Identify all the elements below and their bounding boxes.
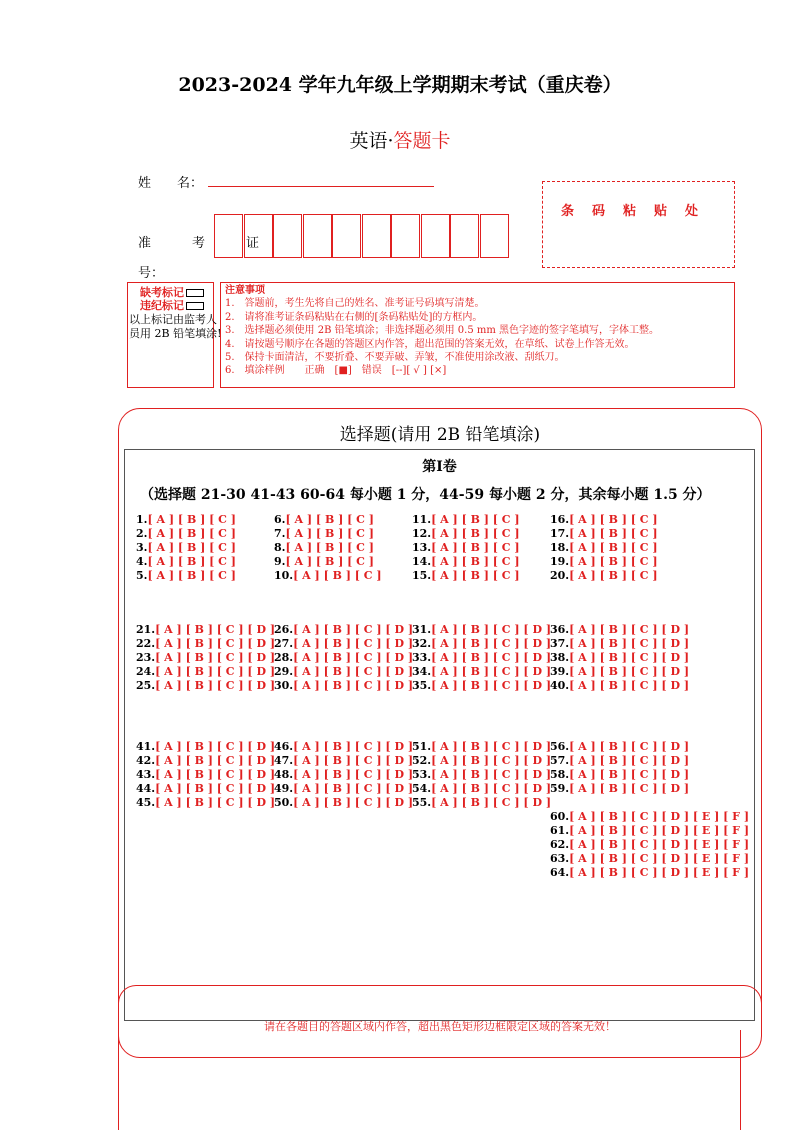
question-row[interactable] [274, 679, 413, 693]
question-row[interactable] [274, 754, 413, 768]
id-digit-box[interactable] [332, 214, 361, 258]
answer-options[interactable]: [ A ] [ B ] [ C ] [ D ] [155, 637, 276, 650]
question-number: 49. [274, 782, 294, 795]
question-number: 32. [412, 637, 432, 650]
id-digit-box[interactable] [214, 214, 243, 258]
question-row[interactable] [136, 679, 275, 693]
question-number: 61. [550, 824, 570, 837]
answer-options[interactable]: [ A ] [ B ] [ C ] [147, 527, 236, 540]
answer-options[interactable]: [ A ] [ B ] [ C ] [285, 555, 374, 568]
question-number: 3. [136, 541, 148, 554]
question-row[interactable] [550, 768, 689, 782]
notice-item: 6. 填涂样例 正确 [■] 错误 [--][ √ ] [×] [225, 365, 447, 377]
card-subtitle [0, 126, 800, 153]
question-number: 43. [136, 768, 156, 781]
answer-options[interactable]: [ A ] [ B ] [ C ] [ D ] [ E ] [ F ] [569, 852, 750, 865]
volume-label: 第Ⅰ卷 [422, 459, 457, 475]
question-number: 10. [274, 569, 294, 582]
question-group [412, 513, 520, 583]
question-row[interactable] [274, 665, 413, 679]
notice-item: 2. 请将准考证条码粘贴在右侧的[条码粘贴处]的方框内。 [225, 311, 483, 323]
answer-options[interactable]: [ A ] [ B ] [ C ] [431, 513, 520, 526]
answer-options[interactable]: [ A ] [ B ] [ C ] [ D ] [155, 623, 276, 636]
answer-options[interactable]: [ A ] [ B ] [ C ] [ D ] [431, 768, 552, 781]
footer-warning: 请在各题目的答题区域内作答，超出黑色矩形边框限定区域的答案无效！ [264, 1020, 616, 1033]
question-number: 13. [412, 541, 432, 554]
answer-options[interactable]: [ A ] [ B ] [ C ] [ D ] [293, 782, 414, 795]
question-number: 45. [136, 796, 156, 809]
answer-options[interactable]: [ A ] [ B ] [ C ] [431, 569, 520, 582]
answer-options[interactable]: [ A ] [ B ] [ C ] [ D ] [293, 637, 414, 650]
answer-options[interactable]: [ A ] [ B ] [ C ] [ D ] [431, 740, 552, 753]
question-row[interactable] [274, 740, 413, 754]
question-number: 53. [412, 768, 432, 781]
question-group [136, 740, 275, 810]
answer-options[interactable]: [ A ] [ B ] [ C ] [ D ] [293, 679, 414, 692]
answer-options[interactable]: [ A ] [ B ] [ C ] [293, 569, 382, 582]
question-number: 18. [550, 541, 570, 554]
question-row[interactable] [550, 541, 658, 555]
question-number: 47. [274, 754, 294, 767]
question-row[interactable] [550, 651, 689, 665]
answer-card-label: 答题卡 [393, 130, 451, 152]
notice-item: 3. 选择题必须使用 2B 铅笔填涂；非选择题必须用 0.5 mm 黑色字迹的签字笔填写，字体工整。 [225, 325, 660, 337]
mark-note-2: 员用 2B 铅笔填涂! [129, 327, 222, 340]
answer-options[interactable]: [ A ] [ B ] [ C ] [ D ] [569, 637, 690, 650]
question-number: 35. [412, 679, 432, 692]
answer-options[interactable]: [ A ] [ B ] [ C ] [569, 569, 658, 582]
question-number: 57. [550, 754, 570, 767]
answer-options[interactable]: [ A ] [ B ] [ C ] [ D ] [569, 782, 690, 795]
id-digit-box[interactable] [480, 214, 509, 258]
answer-options[interactable]: [ A ] [ B ] [ C ] [ D ] [155, 796, 276, 809]
question-number: 7. [274, 527, 286, 540]
question-number: 63. [550, 852, 570, 865]
page-edge-right [740, 1030, 741, 1130]
answer-options[interactable]: [ A ] [ B ] [ C ] [ D ] [569, 623, 690, 636]
question-number: 38. [550, 651, 570, 664]
answer-options[interactable]: [ A ] [ B ] [ C ] [569, 527, 658, 540]
question-number: 11. [412, 513, 432, 526]
notice-heading: 注意事项 [225, 285, 265, 296]
question-row[interactable] [412, 623, 551, 637]
question-number: 28. [274, 651, 294, 664]
question-number: 39. [550, 665, 570, 678]
notice-item: 1. 答题前，考生先将自己的姓名、准考证号码填写清楚。 [225, 298, 485, 310]
question-row[interactable] [412, 740, 551, 754]
question-row[interactable] [550, 623, 689, 637]
answer-options[interactable]: [ A ] [ B ] [ C ] [147, 513, 236, 526]
question-row[interactable] [412, 527, 520, 541]
question-row[interactable] [274, 651, 413, 665]
question-group [550, 513, 658, 583]
question-number: 26. [274, 623, 294, 636]
question-number: 64. [550, 866, 570, 879]
question-number: 8. [274, 541, 286, 554]
answer-options[interactable]: [ A ] [ B ] [ C ] [ D ] [ E ] [ F ] [569, 838, 750, 851]
answer-options[interactable]: [ A ] [ B ] [ C ] [ D ] [155, 754, 276, 767]
question-number: 31. [412, 623, 432, 636]
question-row[interactable] [136, 782, 275, 796]
question-row[interactable] [136, 665, 275, 679]
answer-options[interactable]: [ A ] [ B ] [ C ] [ D ] [ E ] [ F ] [569, 810, 750, 823]
question-number: 62. [550, 838, 570, 851]
question-row[interactable] [550, 665, 689, 679]
answer-options[interactable]: [ A ] [ B ] [ C ] [569, 513, 658, 526]
answer-options[interactable]: [ A ] [ B ] [ C ] [ D ] [569, 768, 690, 781]
question-row[interactable] [550, 555, 658, 569]
question-row[interactable] [412, 665, 551, 679]
answer-options[interactable]: [ A ] [ B ] [ C ] [ D ] [431, 796, 552, 809]
exam-title: 2023-2024 学年九年级上学期期末考试（重庆卷） [178, 74, 622, 96]
question-row[interactable] [412, 541, 520, 555]
answer-options[interactable]: [ A ] [ B ] [ C ] [ D ] [293, 665, 414, 678]
answer-options[interactable]: [ A ] [ B ] [ C ] [285, 513, 374, 526]
mark-note-1: 以上标记由监考人 [129, 313, 217, 326]
absent-mark-box[interactable] [186, 289, 204, 297]
question-number: 5. [136, 569, 148, 582]
question-row[interactable] [136, 569, 236, 583]
answer-options[interactable]: [ A ] [ B ] [ C ] [431, 555, 520, 568]
question-number: 41. [136, 740, 156, 753]
question-group [274, 740, 413, 810]
answer-options[interactable]: [ A ] [ B ] [ C ] [ D ] [293, 623, 414, 636]
question-number: 59. [550, 782, 570, 795]
question-row[interactable] [274, 513, 382, 527]
next-page-frame [118, 985, 762, 1025]
question-row[interactable] [274, 637, 413, 651]
answer-options[interactable]: [ A ] [ B ] [ C ] [ D ] [155, 740, 276, 753]
question-row[interactable] [274, 555, 382, 569]
answer-options[interactable]: [ A ] [ B ] [ C ] [ D ] [569, 679, 690, 692]
id-digit-box[interactable] [244, 214, 273, 258]
question-group [274, 623, 413, 693]
answer-options[interactable]: [ A ] [ B ] [ C ] [ D ] [431, 782, 552, 795]
answer-options[interactable]: [ A ] [ B ] [ C ] [ D ] [431, 623, 552, 636]
question-number: 1. [136, 513, 148, 526]
answer-options[interactable]: [ A ] [ B ] [ C ] [ D ] [569, 740, 690, 753]
question-number: 55. [412, 796, 432, 809]
question-row[interactable] [550, 782, 689, 796]
answer-options[interactable]: [ A ] [ B ] [ C ] [147, 555, 236, 568]
question-row[interactable] [274, 541, 382, 555]
question-row[interactable] [412, 768, 551, 782]
question-row[interactable] [274, 782, 413, 796]
question-number: 51. [412, 740, 432, 753]
question-row[interactable] [550, 810, 749, 824]
question-row[interactable] [136, 637, 275, 651]
id-digit-box[interactable] [273, 214, 302, 258]
question-number: 50. [274, 796, 294, 809]
question-group [412, 740, 551, 810]
question-group [136, 513, 236, 583]
question-row[interactable] [550, 838, 749, 852]
question-number: 54. [412, 782, 432, 795]
question-row[interactable] [136, 623, 275, 637]
notice-box [220, 282, 735, 388]
subject-label: 英语· [349, 130, 394, 152]
question-row[interactable] [274, 768, 413, 782]
question-number: 30. [274, 679, 294, 692]
answer-options[interactable]: [ A ] [ B ] [ C ] [285, 527, 374, 540]
id-digit-box[interactable] [362, 214, 391, 258]
answer-options[interactable]: [ A ] [ B ] [ C ] [ D ] [155, 768, 276, 781]
question-group [412, 623, 551, 693]
answer-options[interactable]: [ A ] [ B ] [ C ] [ D ] [431, 637, 552, 650]
question-row[interactable] [136, 513, 236, 527]
name-field[interactable] [208, 186, 434, 187]
notice-item: 5. 保持卡面清洁，不要折叠、不要弄破、弄皱，不准使用涂改液、刮纸刀。 [225, 352, 565, 364]
question-number: 14. [412, 555, 432, 568]
question-number: 22. [136, 637, 156, 650]
question-number: 36. [550, 623, 570, 636]
question-number: 56. [550, 740, 570, 753]
score-rule: （选择题 21-30 41-43 60-64 每小题 1 分，44-59 每小题 2 分，其余每小题 1.5 分） [140, 487, 711, 503]
question-group [550, 740, 689, 796]
question-number: 58. [550, 768, 570, 781]
question-number: 4. [136, 555, 148, 568]
question-row[interactable] [136, 651, 275, 665]
question-row[interactable] [550, 824, 749, 838]
absent-mark-label: 缺考标记 [140, 286, 184, 299]
question-row[interactable] [550, 866, 749, 880]
question-group [550, 810, 749, 880]
question-row[interactable] [136, 796, 275, 810]
question-number: 33. [412, 651, 432, 664]
question-number: 24. [136, 665, 156, 678]
question-row[interactable] [412, 782, 551, 796]
violation-mark-box[interactable] [186, 302, 204, 310]
answer-options[interactable]: [ A ] [ B ] [ C ] [ D ] [293, 651, 414, 664]
question-group [274, 513, 382, 583]
question-row[interactable] [136, 768, 275, 782]
answer-options[interactable]: [ A ] [ B ] [ C ] [ D ] [431, 754, 552, 767]
question-number: 27. [274, 637, 294, 650]
name-label: 姓 名： [138, 176, 204, 191]
answer-options[interactable]: [ A ] [ B ] [ C ] [147, 541, 236, 554]
question-number: 9. [274, 555, 286, 568]
question-row[interactable] [136, 527, 236, 541]
question-number: 2. [136, 527, 148, 540]
question-number: 25. [136, 679, 156, 692]
answer-options[interactable]: [ A ] [ B ] [ C ] [ D ] [293, 796, 414, 809]
notice-item: 4. 请按题号顺序在各题的答题区内作答，超出范围的答案无效，在草纸、试卷上作答无效。 [225, 338, 635, 350]
answer-options[interactable]: [ A ] [ B ] [ C ] [ D ] [569, 754, 690, 767]
question-row[interactable] [274, 796, 413, 810]
answer-options[interactable]: [ A ] [ B ] [ C ] [ D ] [431, 679, 552, 692]
question-row[interactable] [136, 541, 236, 555]
question-row[interactable] [412, 569, 520, 583]
answer-options[interactable]: [ A ] [ B ] [ C ] [431, 541, 520, 554]
answer-options[interactable]: [ A ] [ B ] [ C ] [ D ] [ E ] [ F ] [569, 824, 750, 837]
question-row[interactable] [274, 527, 382, 541]
question-row[interactable] [412, 796, 551, 810]
question-row[interactable] [412, 754, 551, 768]
answer-options[interactable]: [ A ] [ B ] [ C ] [ D ] [155, 651, 276, 664]
question-number: 16. [550, 513, 570, 526]
question-row[interactable] [550, 679, 689, 693]
question-row[interactable] [412, 651, 551, 665]
question-number: 37. [550, 637, 570, 650]
question-row[interactable] [412, 679, 551, 693]
question-number: 6. [274, 513, 286, 526]
question-row[interactable] [274, 623, 413, 637]
answer-options[interactable]: [ A ] [ B ] [ C ] [431, 527, 520, 540]
mark-box [127, 282, 222, 388]
answer-options[interactable]: [ A ] [ B ] [ C ] [ D ] [155, 665, 276, 678]
violation-mark-label: 违纪标记 [140, 299, 184, 312]
id-label-suffix: 号： [138, 266, 165, 281]
question-row[interactable] [136, 754, 275, 768]
question-row[interactable] [550, 754, 689, 768]
question-row[interactable] [550, 527, 658, 541]
question-number: 46. [274, 740, 294, 753]
question-number: 21. [136, 623, 156, 636]
barcode-label: 条码粘贴处 [560, 204, 716, 219]
answer-options[interactable]: [ A ] [ B ] [ C ] [ D ] [293, 754, 414, 767]
question-group [550, 623, 689, 693]
question-number: 12. [412, 527, 432, 540]
answer-options[interactable]: [ A ] [ B ] [ C ] [ D ] [569, 651, 690, 664]
question-number: 17. [550, 527, 570, 540]
question-number: 19. [550, 555, 570, 568]
question-number: 15. [412, 569, 432, 582]
answer-options[interactable]: [ A ] [ B ] [ C ] [ D ] [155, 679, 276, 692]
id-digit-box[interactable] [421, 214, 450, 258]
id-digit-box[interactable] [391, 214, 420, 258]
question-number: 40. [550, 679, 570, 692]
id-label: 准 考 证 [138, 236, 274, 251]
answer-options[interactable]: [ A ] [ B ] [ C ] [ D ] [293, 740, 414, 753]
answer-options[interactable]: [ A ] [ B ] [ C ] [ D ] [431, 665, 552, 678]
question-row[interactable] [412, 637, 551, 651]
question-number: 23. [136, 651, 156, 664]
question-group [136, 623, 275, 693]
id-digit-box[interactable] [303, 214, 332, 258]
question-row[interactable] [136, 555, 236, 569]
answer-options[interactable]: [ A ] [ B ] [ C ] [569, 555, 658, 568]
answer-options[interactable]: [ A ] [ B ] [ C ] [ D ] [569, 665, 690, 678]
question-number: 20. [550, 569, 570, 582]
barcode-area [542, 181, 735, 268]
answer-options[interactable]: [ A ] [ B ] [ C ] [ D ] [431, 651, 552, 664]
question-row[interactable] [136, 740, 275, 754]
question-row[interactable] [550, 637, 689, 651]
question-number: 60. [550, 810, 570, 823]
question-number: 52. [412, 754, 432, 767]
question-number: 48. [274, 768, 294, 781]
answer-options[interactable]: [ A ] [ B ] [ C ] [285, 541, 374, 554]
section-title: 选择题(请用 2B 铅笔填涂) [339, 425, 541, 445]
answer-options[interactable]: [ A ] [ B ] [ C ] [ D ] [155, 782, 276, 795]
question-row[interactable] [550, 852, 749, 866]
id-digit-box[interactable] [450, 214, 479, 258]
page-edge-left [118, 1000, 119, 1130]
question-row[interactable] [274, 569, 382, 583]
question-row[interactable] [550, 740, 689, 754]
question-row[interactable] [550, 569, 658, 583]
answer-options[interactable]: [ A ] [ B ] [ C ] [ D ] [293, 768, 414, 781]
question-number: 34. [412, 665, 432, 678]
question-row[interactable] [412, 555, 520, 569]
answer-options[interactable]: [ A ] [ B ] [ C ] [ D ] [ E ] [ F ] [569, 866, 750, 879]
question-number: 44. [136, 782, 156, 795]
question-number: 42. [136, 754, 156, 767]
question-row[interactable] [550, 513, 658, 527]
question-number: 29. [274, 665, 294, 678]
answer-options[interactable]: [ A ] [ B ] [ C ] [147, 569, 236, 582]
answer-options[interactable]: [ A ] [ B ] [ C ] [569, 541, 658, 554]
question-row[interactable] [412, 513, 520, 527]
